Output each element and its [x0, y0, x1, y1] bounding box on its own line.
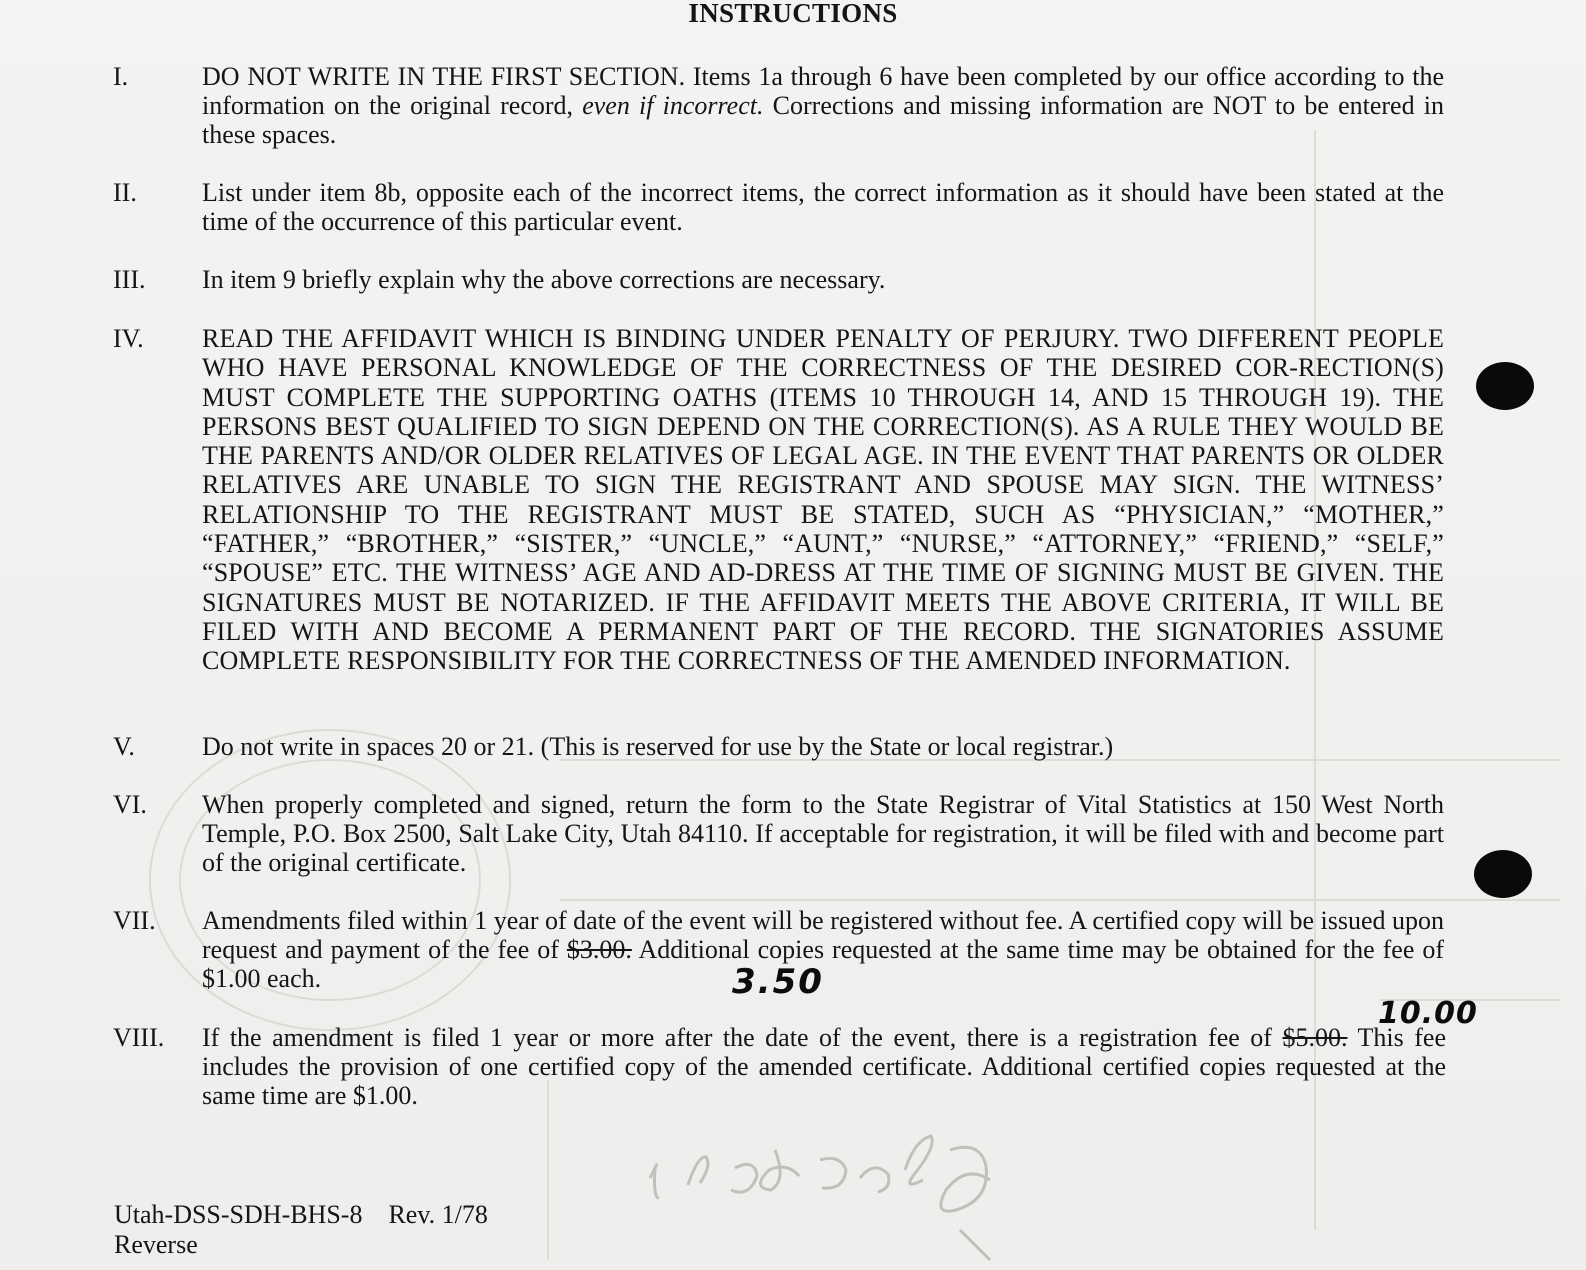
item-text-part-b: Corrections and missing information are NOT to be entered in these spaces. [202, 91, 1445, 150]
item-text-part-a: DO NOT WRITE IN THE FIRST SECTION. Items 1a through 6 have been completed by our office according to the information on the original record, [202, 62, 1444, 121]
item-numeral: II. [113, 178, 137, 207]
item-text-part-a: Amendments filed within 1 year of date of the event will be registered without fee. A certified copy will be issued upon request and payment of the fee of [202, 906, 1444, 965]
item-text-part-b: This fee includes the provision of one certified copy of the amended certificate. Additional certified copies requested at the same time are $1.00. [202, 1023, 1446, 1111]
item-numeral: VIII. [113, 1023, 165, 1052]
form-footer [114, 1200, 488, 1260]
form-side-label: Reverse [114, 1230, 198, 1259]
item-numeral: I. [113, 62, 129, 91]
struck-fee: $5.00. [1282, 1023, 1348, 1052]
item-text: Do not write in spaces 20 or 21. (This is reserved for use by the State or local registrar.) [202, 732, 1114, 761]
item-numeral: III. [113, 265, 146, 294]
punch-hole [1474, 850, 1532, 898]
pencil-scribble [650, 1136, 990, 1260]
handwritten-fee-correction: 3.50 [732, 962, 824, 1002]
form-number: Utah-DSS-SDH-BHS-8 Rev. 1/78 [114, 1200, 488, 1229]
struck-fee: $3.00. [566, 935, 632, 965]
item-text-italic: even if incorrect. [582, 91, 764, 121]
item-text: When properly completed and signed, return the form to the State Registrar of Vital Statistics at 150 West North Temple, P.O. Box 2500, Salt Lake City, Utah 84110. If acceptable for registration, it will be filed with and become part of the original certificate. [202, 790, 1444, 878]
item-numeral: VI. [113, 790, 147, 819]
item-text: List under item 8b, opposite each of the incorrect items, the correct information as it should have been stated at the time of the occurrence of this particular event. [202, 178, 1444, 237]
item-text-part-a: If the amendment is filed 1 year or more after the date of the event, there is a registration fee of [202, 1023, 1283, 1052]
item-numeral: V. [113, 732, 135, 761]
item-text: In item 9 briefly explain why the above corrections are necessary. [202, 265, 886, 294]
item-text [202, 62, 1444, 150]
page-title: INSTRUCTIONS [688, 0, 898, 28]
item-numeral: IV. [113, 324, 144, 353]
item-numeral: VII. [113, 906, 156, 935]
item-text: READ THE AFFIDAVIT WHICH IS BINDING UNDER PENALTY OF PERJURY. TWO DIFFERENT PEOPLE WHO HAVE PERSONAL KNOWLEDGE OF THE CORRECTNESS OF THE DESIRED COR-RECTION(S) MUST COMPLETE THE SUPPORTING OATHS (ITEMS 10 THROUGH 14, AND 15 THROUGH 19). THE PERSONS BEST QUALIFIED TO SIGN DEPEND ON THE CORRECTION(S). AS A RULE THEY WOULD BE THE PARENTS AND/OR OLDER RELATIVES OF LEGAL AGE. IN THE EVENT THAT PARENTS OR OLDER RELATIVES ARE UNABLE TO SIGN THE REGISTRANT AND SPOUSE MAY SIGN. THE WITNESS’ RELATIONSHIP TO THE REGISTRANT MUST BE STATED, SUCH AS “PHYSICIAN,” “MOTHER,” “FATHER,” “BROTHER,” “SISTER,” “UNCLE,” “AUNT,” “NURSE,” “ATTORNEY,” “FRIEND,” “SELF,” “SPOUSE” ETC. THE WITNESS’ AGE AND AD-DRESS AT THE TIME OF SIGNING MUST BE GIVEN. THE SIGNATURES MUST BE NOTARIZED. IF THE AFFIDAVIT MEETS THE ABOVE CRITERIA, IT WILL BE FILED WITH AND BECOME A PERMANENT PART OF THE RECORD. THE SIGNATORIES ASSUME COMPLETE RESPONSIBILITY FOR THE CORRECTNESS OF THE AMENDED INFORMATION. [202, 324, 1444, 676]
handwritten-fee-correction: 10.00 [1378, 996, 1478, 1031]
item-text-part-b: Additional copies requested at the same time may be obtained for the fee of $1.00 each. [202, 935, 1444, 994]
punch-hole [1476, 362, 1534, 410]
item-text [202, 1023, 1446, 1111]
